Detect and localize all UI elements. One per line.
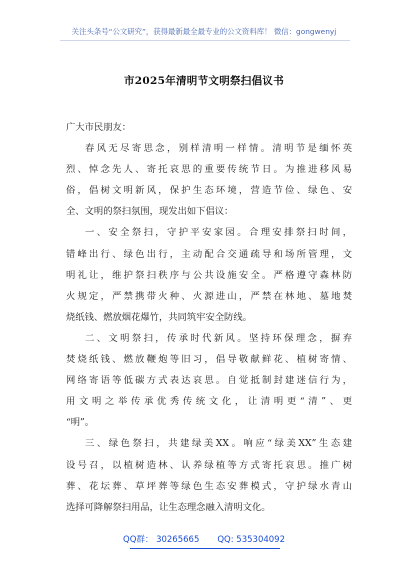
paragraph-line: 焚烧纸钱、燃放鞭炮等旧习，倡导敬献鲜花、植树寄情、: [66, 354, 352, 366]
header-divider: [60, 40, 350, 41]
document-body: [66, 117, 352, 518]
qq-group-link[interactable]: QQ群： 30265665: [123, 535, 200, 545]
paragraph-line: 葬、花坛葬、草坪葬等绿色生态安葬模式，守护绿水青山: [66, 480, 352, 492]
paragraph-line: 三、绿色祭扫，共建绿美XX。响应“绿美XX”生态建: [85, 438, 352, 450]
paragraph-line: 春风无尽寄思念，别样清明一样情。清明节是缅怀英: [85, 143, 352, 155]
paragraph-line: 错峰出行、绿色出行，主动配合交通疏导和场所管理，文: [66, 248, 352, 260]
paragraph-line: 明礼让，维护祭扫秩序与公共设施安全。严格遵守森林防: [66, 269, 352, 281]
paragraph-line: 全、文明的祭扫氛围，现发出如下倡议：: [66, 206, 234, 218]
qq-contact-link[interactable]: QQ: 535304092: [217, 535, 285, 545]
footer-underline: [130, 548, 280, 549]
paragraph-line: 俗，倡树文明新风，保护生态环境，营造节俭、绿色、安: [66, 185, 352, 197]
paragraph-line: 二、文明祭扫，传承时代新风。坚持环保理念，摒弃: [85, 332, 352, 344]
paragraph-line: 火规定，严禁携带火种、火源进山，严禁在林地、墓地焚: [66, 290, 352, 302]
header-banner: 关注头条号“公文研究”，获得最新最全最专业的公文资料库！ 微信：gongwenyj: [71, 27, 337, 36]
salutation: 广大市民朋友：: [66, 122, 132, 133]
paragraph-line: 网络寄语等低碳方式表达哀思。自觉抵制封建迷信行为，: [66, 375, 352, 387]
page-title: 市2025年清明节文明祭扫倡议书: [123, 75, 285, 87]
paragraph-line: 烧纸钱、燃放烟花爆竹，共同筑牢安全防线。: [66, 311, 252, 323]
paragraph-line: 设号召，以植树造林、认养绿植等方式寄托哀思。推广树: [66, 459, 352, 471]
footer-contact: [0, 533, 408, 545]
paragraph-line: 烈、悼念先人、寄托哀思的重要传统节日。为推进移风易: [66, 164, 352, 176]
paragraph-line: 用文明之举传承优秀传统文化，让清明更“清”、更: [66, 396, 352, 408]
paragraph-line: 一、安全祭扫，守护平安家园。合理安排祭扫时间，: [85, 227, 352, 239]
paragraph-line: “明”。: [66, 417, 95, 429]
paragraph-line: 选择可降解祭扫用品，让生态理念融入清明文化。: [66, 501, 271, 513]
